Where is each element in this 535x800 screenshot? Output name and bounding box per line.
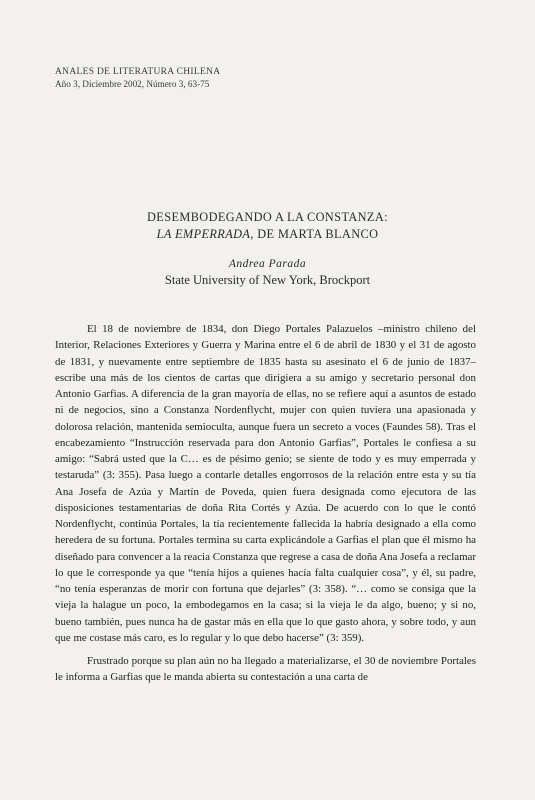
title-line-2 [0,226,535,243]
journal-name: ANALES DE LITERATURA CHILENA [55,67,221,77]
author-name: Andrea Parada [228,258,307,270]
article-body [55,321,476,686]
title-novel-name: LA EMPERRADA [156,227,251,241]
journal-header [55,66,295,90]
journal-issue: Año 3, Diciembre 2002, Número 3, 63-75 [55,79,210,89]
article-title [0,209,535,243]
author-block [0,256,535,289]
title-novel-author: , DE MARTA BLANCO [250,227,379,241]
body-paragraph-1: El 18 de noviembre de 1834, don Diego Portales Palazuelos –ministro chileno del Interior, Relaciones Exteriores y Guerra y Marina entre el 6 de abril de 1830 y el 31 de agosto de 1831, y nuevamente entre septiembre de 1835 hasta su asesinato el 6 de junio de 1837– escribe una más de los cientos de cartas que dirigiera a su amigo y secretario personal don Antonio Garfias. A diferencia de la gran mayoría de ellas, no se refiere aquí a asuntos de estado ni de negocios, sino a Constanza Nordenflycht, mujer con quien tuviera una apasionada y dolorosa relación, mantenida semioculta, aunque fuera un secreto a voces (Faundes 58). Tras el encabezamiento “Instrucción reservada para don Antonio Garfias”, Portales le confiesa a su amigo: “Sabrá usted que la C… es de pésimo genio; se siente de todo y es muy emperrada y testaruda” (3: 355). Pasa luego a contarle detalles engorrosos de la relación entre esta y su tía Ana Josefa de Azúa y Martín de Poveda, quien fuera designada como ejecutora de las disposiciones testamentarias de doña Rita Cortés y Azúa. De acuerdo con lo que le contó Nordenflycht, continúa Portales, la tía recientemente fallecida la habría designado a ella como heredera de su fortuna. Portales termina su carta explicándole a Garfias el plan que él mismo ha diseñado para convencer a la reacia Constanza que regrese a casa de doña Ana Josefa a reclamar lo que le corresponde ya que “tenía hijos a quienes hacía falta cualquier cosa”, y él, su padre, “no tenía esperanzas de morir con fortuna que dejarles” (3: 358). “… como se consiga que la vieja la halague un poco, la embodegamos en la casa; si la vieja le da algo, bueno; y si no, bueno también, pues nunca ha de gastar más en ella que lo que gasto ahora, y sobre todo, y aun que me costase más caro, es lo regular y lo que debo hacerse” (3: 359). [55,323,476,644]
author-affiliation: State University of New York, Brockport [164,273,371,287]
title-line-1: DESEMBODEGANDO A LA CONSTANZA: [147,210,388,224]
body-paragraph-2: Frustrado porque su plan aún no ha llegado a materializarse, el 30 de noviembre Portales le informa a Garfias que le manda abierta su contestación a una carta de [55,655,476,684]
